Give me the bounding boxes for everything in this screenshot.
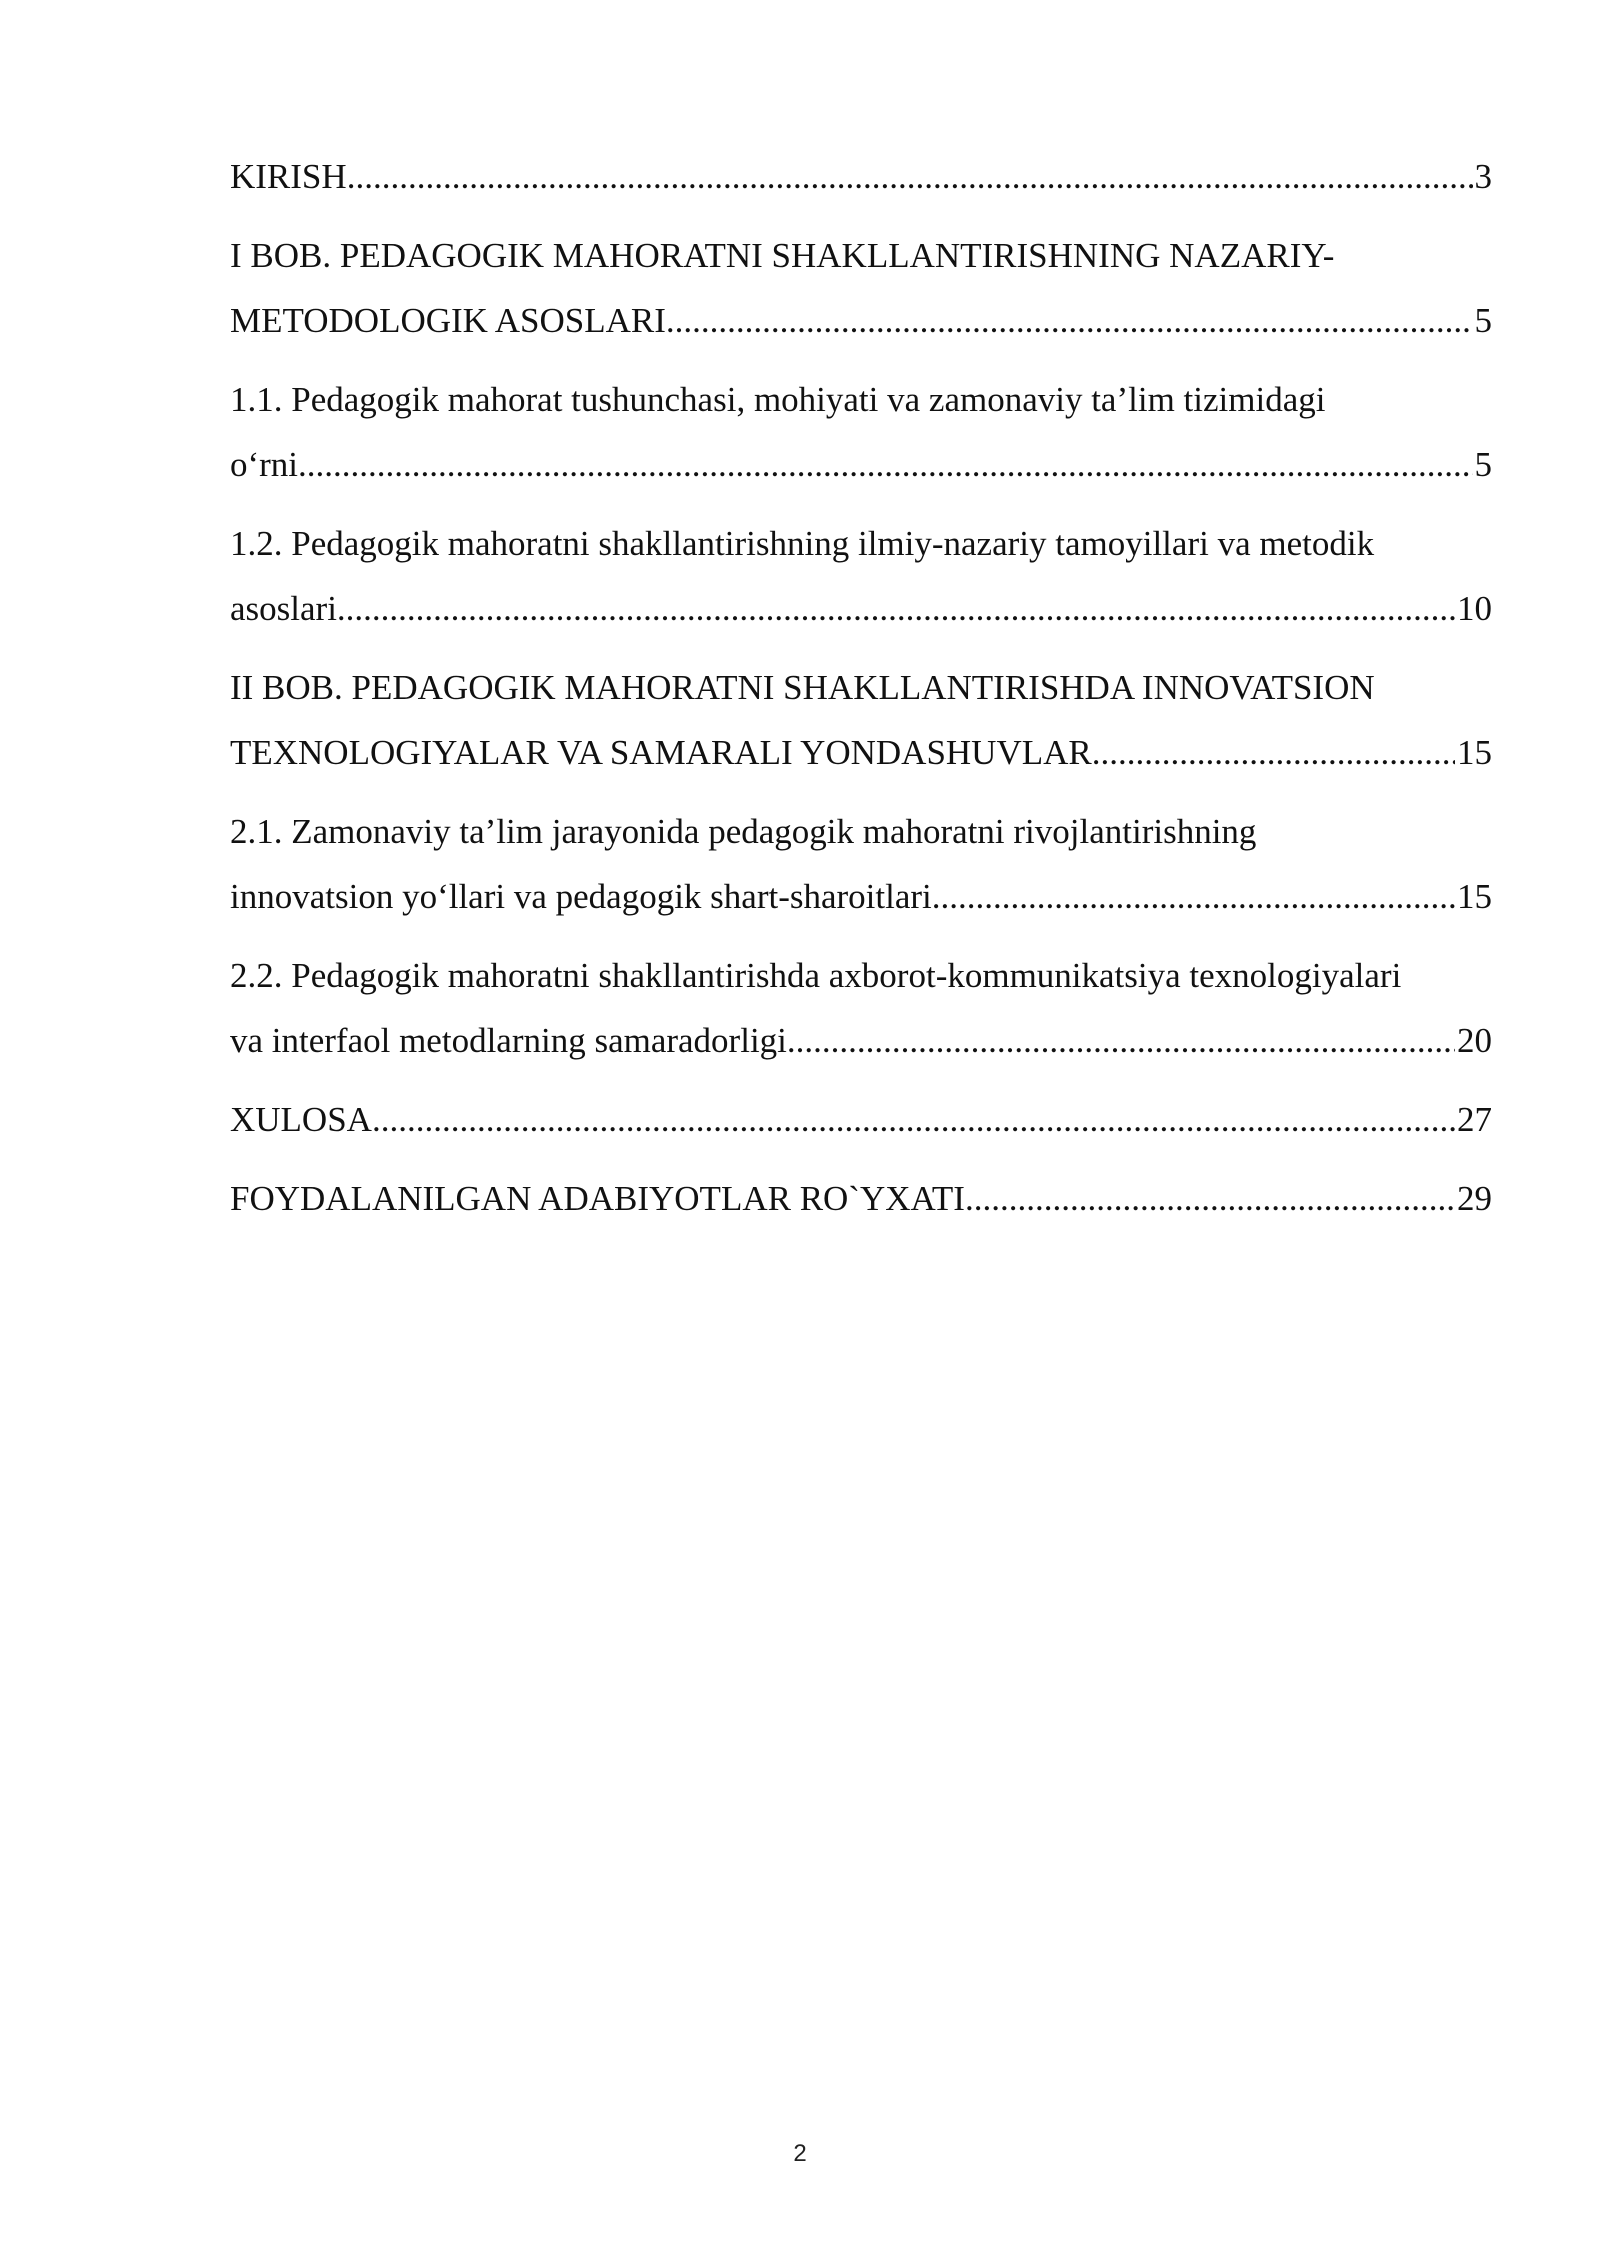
toc-entry-chapter-2[interactable]: [230, 655, 1492, 785]
toc-entry-title-line: II BOB. PEDAGOGIK MAHORATNI SHAKLLANTIRISHDA INNOVATSION: [230, 668, 1375, 707]
toc-entry-title: XULOSA: [230, 1100, 372, 1139]
toc-leader-line: [230, 720, 1492, 785]
toc-entry-title: KIRISH: [230, 157, 347, 196]
toc-leader-line: [230, 1087, 1492, 1152]
toc-entry-title-continuation: TEXNOLOGIYALAR VA SAMARALI YONDASHUVLAR: [230, 733, 1092, 772]
toc-page-number: 10: [1457, 589, 1492, 628]
toc-page-number: 20: [1457, 1021, 1492, 1060]
toc-entry-title-line: I BOB. PEDAGOGIK MAHORATNI SHAKLLANTIRISHNING NAZARIY-: [230, 236, 1335, 275]
dot-leader: [787, 1008, 1455, 1073]
toc-entry-title-continuation: METODOLOGIK ASOSLARI: [230, 301, 666, 340]
toc-leader-line: [230, 144, 1492, 209]
toc-leader-line: [230, 1008, 1492, 1073]
toc-page-number: 5: [1474, 445, 1492, 484]
toc-entry-2-1[interactable]: [230, 799, 1492, 929]
toc-entry-title-continuation: innovatsion yo‘llari va pedagogik shart-sharoitlari: [230, 877, 932, 916]
toc-entry-title: FOYDALANILGAN ADABIYOTLAR RO`YXATI: [230, 1179, 965, 1218]
toc-page-number: 15: [1457, 733, 1492, 772]
toc-entry-chapter-1[interactable]: [230, 223, 1492, 353]
dot-leader: [1092, 720, 1455, 785]
toc-entry-title-line: 1.1. Pedagogik mahorat tushunchasi, mohiyati va zamonaviy ta’lim tizimidagi: [230, 380, 1326, 419]
toc-entry-title-line: 2.2. Pedagogik mahoratni shakllantirishda axborot-kommunikatsiya texnologiyalari: [230, 956, 1402, 995]
dot-leader: [347, 144, 1473, 209]
toc-page-number: 27: [1457, 1100, 1492, 1139]
toc-entry-xulosa[interactable]: [230, 1087, 1492, 1152]
page-number: 2: [793, 2140, 807, 2167]
toc-entry-1-1[interactable]: [230, 367, 1492, 497]
dot-leader: [337, 576, 1455, 641]
toc-leader-line: [230, 432, 1492, 497]
dot-leader: [666, 288, 1473, 353]
toc-entry-title-continuation: va interfaol metodlarning samaradorligi: [230, 1021, 787, 1060]
toc-entry-1-2[interactable]: [230, 511, 1492, 641]
dot-leader: [298, 432, 1472, 497]
toc-entry-title-line: 1.2. Pedagogik mahoratni shakllantirishning ilmiy-nazariy tamoyillari va metodik: [230, 524, 1375, 563]
toc-entry-kirish[interactable]: [230, 144, 1492, 209]
toc-page-number: 3: [1474, 157, 1492, 196]
dot-leader: [932, 864, 1455, 929]
dot-leader: [965, 1166, 1455, 1231]
toc-leader-line: [230, 576, 1492, 641]
toc-page-number: 15: [1457, 877, 1492, 916]
toc-entry-2-2[interactable]: [230, 943, 1492, 1073]
toc-entry-references[interactable]: [230, 1166, 1492, 1231]
toc-leader-line: [230, 288, 1492, 353]
toc-leader-line: [230, 864, 1492, 929]
toc-page-number: 29: [1457, 1179, 1492, 1218]
toc-page-number: 5: [1474, 301, 1492, 340]
toc-entry-title-continuation: asoslari: [230, 589, 337, 628]
toc-entry-title-line: 2.1. Zamonaviy ta’lim jarayonida pedagogik mahoratni rivojlantirishning: [230, 812, 1257, 851]
toc-entry-title-continuation: o‘rni: [230, 445, 299, 484]
toc-leader-line: [230, 1166, 1492, 1231]
dot-leader: [372, 1087, 1455, 1152]
table-of-contents: [230, 144, 1492, 1245]
